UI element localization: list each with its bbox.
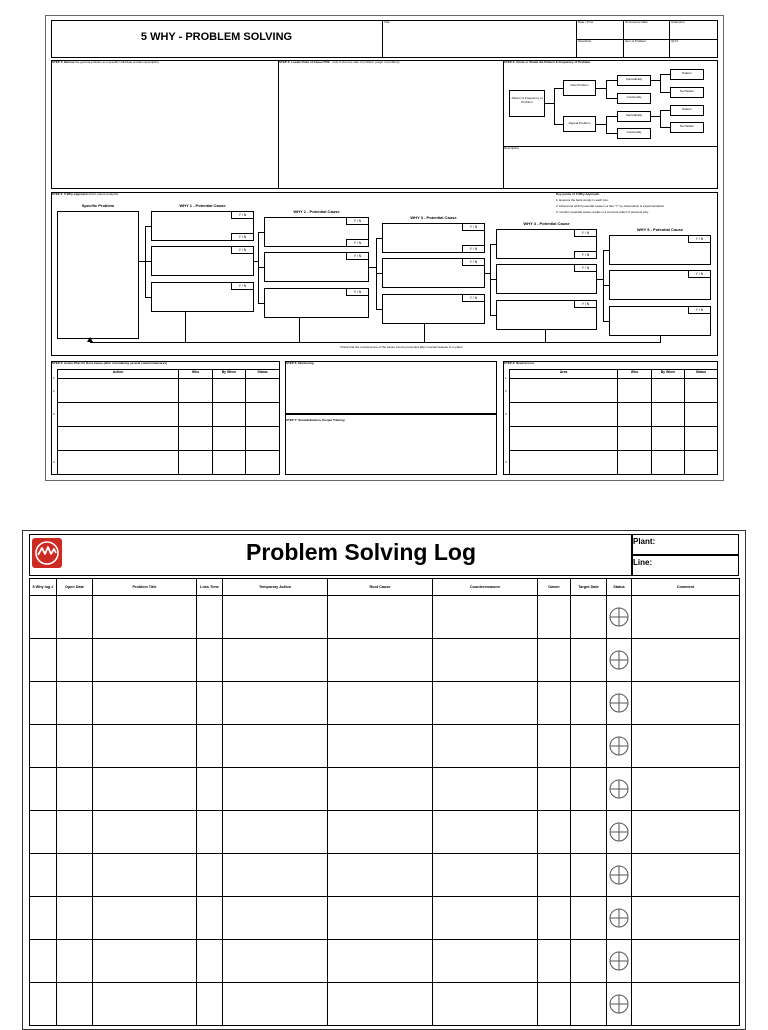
log-cell[interactable] — [632, 940, 740, 983]
log-cell[interactable] — [538, 811, 571, 854]
log-cell[interactable] — [30, 725, 57, 768]
log-cell[interactable] — [571, 854, 607, 897]
status-circle-icon[interactable] — [608, 649, 630, 671]
step8-title: STEP 8: Read Across — [504, 361, 535, 365]
log-cell[interactable] — [433, 940, 538, 983]
specific-problem-label: Specific Problem — [81, 203, 115, 208]
step5-cell[interactable] — [58, 379, 179, 403]
step5-cell[interactable] — [58, 451, 179, 475]
status-circle-icon[interactable] — [608, 821, 630, 843]
log-cell[interactable] — [93, 725, 197, 768]
log-cell[interactable] — [571, 682, 607, 725]
log-cell[interactable] — [93, 940, 197, 983]
log-cell[interactable] — [538, 682, 571, 725]
log-cell[interactable] — [223, 768, 328, 811]
log-cell[interactable] — [538, 768, 571, 811]
log-cell[interactable] — [433, 768, 538, 811]
tree-pattern-2[interactable]: Pattern — [670, 105, 704, 116]
step8-row-num: 4 — [505, 460, 507, 464]
why2-box-3[interactable]: Y / N — [264, 288, 369, 318]
log-cell[interactable] — [571, 596, 607, 639]
tree-no-pattern-2[interactable]: No Pattern — [670, 122, 704, 133]
log-cell[interactable] — [30, 940, 57, 983]
occurrence-date-label[interactable]: Occurrence Date — [625, 20, 648, 24]
log-cell[interactable] — [538, 897, 571, 940]
step8-cell[interactable] — [510, 403, 618, 427]
log-cell[interactable] — [632, 639, 740, 682]
step5-row-num: 1 — [53, 376, 55, 380]
log-cell[interactable] — [433, 639, 538, 682]
step8-cell[interactable] — [510, 427, 618, 451]
log-cell[interactable] — [57, 768, 93, 811]
step6-panel[interactable] — [285, 361, 497, 414]
step5-col-status: Status — [246, 370, 280, 379]
log-cell[interactable] — [433, 897, 538, 940]
key-point-1: 1. Express the facts simply in each box — [556, 198, 608, 202]
why1-box-1[interactable]: Y / N Y / N — [151, 211, 254, 241]
log-row — [30, 768, 740, 811]
status-circle-icon[interactable] — [608, 692, 630, 714]
log-cell[interactable] — [223, 983, 328, 1026]
log-cell[interactable] — [57, 682, 93, 725]
log-cell[interactable] — [93, 983, 197, 1026]
log-cell[interactable] — [328, 811, 433, 854]
log-cell[interactable] — [433, 682, 538, 725]
step8-row-num: 1 — [505, 376, 507, 380]
log-cell[interactable] — [538, 596, 571, 639]
log-cell[interactable] — [328, 725, 433, 768]
log-cell[interactable] — [223, 811, 328, 854]
why2-box-1[interactable]: Y / N Y / N — [264, 217, 369, 247]
why4-box-1[interactable]: Y / N Y / N — [496, 229, 597, 259]
log-cell[interactable] — [223, 639, 328, 682]
log-cell[interactable] — [607, 768, 632, 811]
step5-title: STEP 5: Action Plan for Root Cause (after considering several countermeasures) — [52, 361, 168, 365]
operation-label[interactable]: Operation — [578, 39, 592, 43]
log-row — [30, 983, 740, 1026]
log-cell[interactable] — [328, 983, 433, 1026]
log-col-header: 5 Why log # — [30, 579, 57, 596]
line-field[interactable]: Line: — [633, 558, 653, 567]
log-cell[interactable] — [632, 983, 740, 1026]
log-row — [30, 940, 740, 983]
log-cell[interactable] — [632, 725, 740, 768]
log-cell[interactable] — [632, 682, 740, 725]
step5-table — [57, 369, 280, 475]
log-cell[interactable] — [197, 725, 223, 768]
log-cell[interactable] — [632, 854, 740, 897]
log-cell[interactable] — [57, 897, 93, 940]
log-col-header: Countermeasure — [433, 579, 538, 596]
log-cell[interactable] — [328, 940, 433, 983]
why2-label: WHY 2 - Potential Cause — [293, 209, 340, 214]
status-circle-icon[interactable] — [608, 864, 630, 886]
log-cell[interactable] — [571, 639, 607, 682]
step5-col-who: Who — [179, 370, 213, 379]
step5-cell[interactable] — [58, 427, 179, 451]
log-cell[interactable] — [30, 639, 57, 682]
log-cell[interactable] — [433, 811, 538, 854]
why3-box-1[interactable]: Y / N Y / N — [382, 223, 485, 253]
log-cell[interactable] — [433, 983, 538, 1026]
title-field-label[interactable]: Title — [384, 20, 390, 24]
why1-box-3[interactable]: Y / N — [151, 282, 254, 312]
log-cell[interactable] — [223, 725, 328, 768]
why5-label: WHY 5 - Potential Cause — [636, 227, 684, 232]
log-row — [30, 682, 740, 725]
why2-box-2[interactable]: Y / N — [264, 252, 369, 282]
log-cell[interactable] — [197, 940, 223, 983]
log-cell[interactable] — [30, 682, 57, 725]
why3-box-2[interactable]: Y / N — [382, 258, 485, 288]
status-circle-icon[interactable] — [608, 993, 630, 1015]
log-col-header: Owner — [538, 579, 571, 596]
step5-row-num: 2 — [53, 389, 55, 393]
step1-title: STEP 1: Narrow the general problem to a specific individual problem description — [52, 60, 160, 64]
log-col-header: Loss Time — [197, 579, 223, 596]
log-cell[interactable] — [197, 682, 223, 725]
log-cell[interactable] — [607, 682, 632, 725]
log-cell[interactable] — [632, 897, 740, 940]
log-cell[interactable] — [30, 768, 57, 811]
step8-cell[interactable] — [510, 379, 618, 403]
log-col-header: Problem Title — [93, 579, 197, 596]
step5-col-by-when: By When — [213, 370, 246, 379]
why4-box-3[interactable]: Y / N — [496, 300, 597, 330]
step8-cell[interactable] — [510, 451, 618, 475]
why4-box-2[interactable]: Y / N — [496, 264, 597, 294]
log-cell[interactable] — [197, 897, 223, 940]
description-label: Description — [504, 146, 520, 150]
item-of-problem-label[interactable]: Item of Problem — [625, 39, 647, 43]
qn-label[interactable]: QN # — [671, 39, 679, 43]
log-col-header: Comment — [632, 579, 740, 596]
log-row — [30, 596, 740, 639]
log-cell[interactable] — [328, 682, 433, 725]
tree-new-problem-box[interactable]: New Problem — [563, 80, 596, 96]
log-cell[interactable] — [328, 768, 433, 811]
log-row — [30, 897, 740, 940]
log-cell[interactable] — [538, 639, 571, 682]
why3-label: WHY 3 - Potential Cause — [410, 215, 457, 220]
why3-box-3[interactable]: Y / N — [382, 294, 485, 324]
key-point-2: 2. Determine which potential cause is a fact "Y" by observation & experimentation — [556, 204, 665, 208]
log-cell[interactable] — [571, 940, 607, 983]
key-point-3: 3. Confirm potential cause results in a concrete effect of previous why — [556, 210, 649, 214]
step3-title: STEP 3: Circle or Shade the Pattern & Frequency of Problem — [504, 60, 591, 64]
step8-row-num: 2 — [505, 389, 507, 393]
log-cell[interactable] — [571, 897, 607, 940]
log-cell[interactable] — [30, 596, 57, 639]
log-cell[interactable] — [93, 897, 197, 940]
log-cell[interactable] — [30, 811, 57, 854]
log-col-header: Status — [607, 579, 632, 596]
log-col-header: Temporary Action — [223, 579, 328, 596]
log-cell[interactable] — [607, 811, 632, 854]
status-circle-icon[interactable] — [608, 950, 630, 972]
log-cell[interactable] — [328, 596, 433, 639]
log-cell[interactable] — [57, 811, 93, 854]
log-table — [29, 578, 740, 1026]
tree-continual-2[interactable]: Continually — [617, 128, 651, 139]
tree-no-pattern-1[interactable]: No Pattern — [670, 87, 704, 98]
log-cell[interactable] — [607, 596, 632, 639]
step5-cell[interactable] — [58, 403, 179, 427]
log-cell[interactable] — [328, 897, 433, 940]
log-row — [30, 854, 740, 897]
log-cell[interactable] — [30, 983, 57, 1026]
step5-col-action: Action — [58, 370, 179, 379]
status-circle-icon[interactable] — [608, 907, 630, 929]
why5-box-3[interactable]: Y / N — [609, 306, 711, 336]
log-cell[interactable] — [538, 725, 571, 768]
log-cell[interactable] — [57, 639, 93, 682]
tree-sporadic-1[interactable]: Sporadically — [617, 75, 651, 86]
why4-label: WHY 4 - Potential Cause — [523, 221, 570, 226]
tree-sporadic-2[interactable]: Sporadically — [617, 111, 651, 122]
step7-panel[interactable] — [285, 414, 497, 475]
log-cell[interactable] — [223, 682, 328, 725]
log-cell[interactable] — [30, 854, 57, 897]
log-cell[interactable] — [93, 854, 197, 897]
step5-row-num: 4 — [53, 460, 55, 464]
log-row — [30, 639, 740, 682]
log-cell[interactable] — [328, 854, 433, 897]
log-cell[interactable] — [607, 940, 632, 983]
status-circle-icon[interactable] — [608, 606, 630, 628]
log-cell[interactable] — [571, 768, 607, 811]
log-cell[interactable] — [57, 940, 93, 983]
log-cell[interactable] — [57, 854, 93, 897]
step8-table — [509, 369, 718, 475]
log-cell[interactable] — [57, 983, 93, 1026]
log-cell[interactable] — [538, 854, 571, 897]
log-cell[interactable] — [197, 854, 223, 897]
tree-repeat-problem-box[interactable]: Repeat Problem — [563, 116, 596, 132]
tree-root-box[interactable]: Pattern & Frequency of Problem — [509, 90, 545, 117]
why5-box-1[interactable]: Y / N — [609, 235, 711, 265]
log-cell[interactable] — [433, 725, 538, 768]
log-cell[interactable] — [538, 940, 571, 983]
step8-col-status: Status — [685, 370, 718, 379]
feedback-arrow-icon — [87, 337, 93, 342]
log-cell[interactable] — [93, 768, 197, 811]
champion-label[interactable]: Champion — [671, 20, 685, 24]
log-cell[interactable] — [607, 639, 632, 682]
log-header-row — [30, 579, 740, 596]
step8-col-area: Area — [510, 370, 618, 379]
step8-col-who: Who — [618, 370, 652, 379]
log-cell[interactable] — [632, 596, 740, 639]
key-points-title: Key points of 5 Why Approach — [556, 192, 600, 196]
log-cell[interactable] — [223, 897, 328, 940]
log-cell[interactable] — [93, 596, 197, 639]
log-cell[interactable] — [538, 983, 571, 1026]
log-cell[interactable] — [632, 811, 740, 854]
log-title: Problem Solving Log — [245, 539, 476, 565]
form-title: 5 WHY - PROBLEM SOLVING — [140, 31, 293, 43]
log-col-header: Target Date — [571, 579, 607, 596]
plant-field[interactable]: Plant: — [633, 537, 656, 546]
log-cell[interactable] — [571, 811, 607, 854]
log-cell[interactable] — [197, 768, 223, 811]
log-cell[interactable] — [223, 940, 328, 983]
step2-title: STEP 2: Locate Point of Cause POC - look to the true start of problem (origin of problem) — [279, 60, 400, 64]
log-cell[interactable] — [433, 596, 538, 639]
log-row — [30, 811, 740, 854]
log-cell[interactable] — [571, 725, 607, 768]
step7-title: STEP 7: Standardization, People Training — [286, 418, 345, 422]
date-time-label[interactable]: Date / Time — [578, 20, 594, 24]
log-cell[interactable] — [93, 682, 197, 725]
tree-pattern-1[interactable]: Pattern — [670, 69, 704, 80]
log-cell[interactable] — [197, 639, 223, 682]
log-cell[interactable] — [197, 596, 223, 639]
log-cell[interactable] — [607, 897, 632, 940]
log-cell[interactable] — [607, 854, 632, 897]
log-cell[interactable] — [223, 854, 328, 897]
log-cell[interactable] — [632, 768, 740, 811]
step4-title: STEP 4: 5 Why Approach (Root Cause Analysis) — [52, 192, 119, 196]
log-cell[interactable] — [223, 596, 328, 639]
why1-label: WHY 1 - Potential Cause — [179, 203, 226, 208]
log-cell[interactable] — [607, 983, 632, 1026]
step8-row-num: 3 — [505, 412, 507, 416]
status-circle-icon[interactable] — [608, 735, 630, 757]
why5-box-2[interactable]: Y / N — [609, 270, 711, 300]
log-cell[interactable] — [607, 725, 632, 768]
why1-box-2[interactable]: Y / N — [151, 246, 254, 276]
log-cell[interactable] — [197, 811, 223, 854]
log-cell[interactable] — [433, 854, 538, 897]
step5-row-num: 3 — [53, 412, 55, 416]
log-col-header: Root Cause — [328, 579, 433, 596]
log-cell[interactable] — [328, 639, 433, 682]
step6-title: STEP 6: Monitoring — [286, 361, 314, 365]
log-cell[interactable] — [30, 897, 57, 940]
status-circle-icon[interactable] — [608, 778, 630, 800]
log-col-header: Open Date — [57, 579, 93, 596]
tree-continual-1[interactable]: Continually — [617, 93, 651, 104]
log-cell[interactable] — [57, 596, 93, 639]
check-note: Check that the reoccurrence of the cause can be prevented after countermeasure is in place — [340, 345, 463, 349]
company-logo-icon — [32, 538, 62, 568]
log-cell[interactable] — [93, 639, 197, 682]
log-row — [30, 725, 740, 768]
log-cell[interactable] — [571, 983, 607, 1026]
specific-problem-box[interactable] — [57, 211, 139, 339]
step8-col-by-when: By When — [652, 370, 685, 379]
log-cell[interactable] — [93, 811, 197, 854]
log-cell[interactable] — [57, 725, 93, 768]
log-cell[interactable] — [197, 983, 223, 1026]
